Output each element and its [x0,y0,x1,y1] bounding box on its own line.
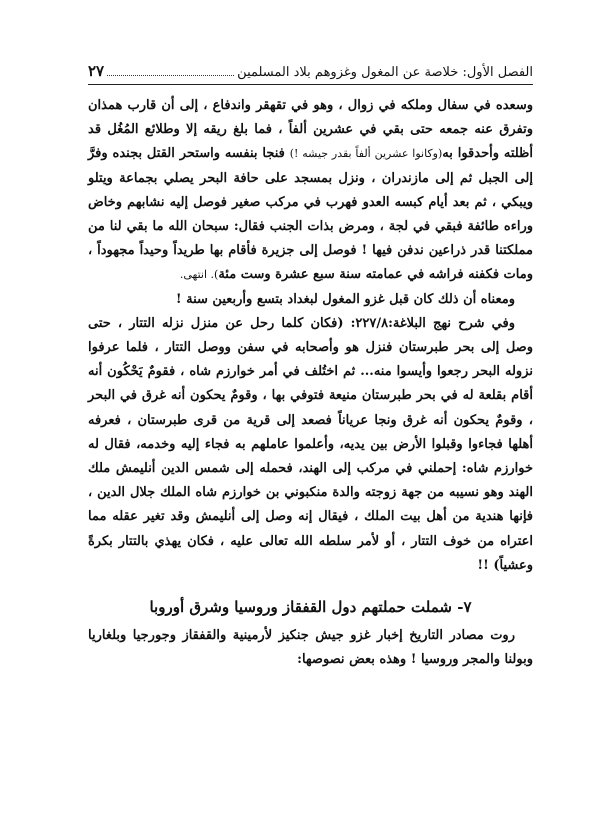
running-header [88,62,533,80]
paragraph-2: ومعناه أن ذلك كان قبل غزو المغول لبغداد بتسع وأربعين سنة ! [175,291,515,307]
header-rule [88,84,533,85]
paragraph-3: وفي شرح نهج البلاغة:٢٢٧/٨: (فكان كلما رحل عن منزل نزله التتار ، حتى وصل إلى بحر طبرستان فنزل هو وأصحابه في سفن ووصل التتار ، فلما عرفوا نزوله البحر رجعوا وأيسوا منه... ثم اختُلف في أمر خوارزم شاه ، فقومٌ يَحْكُون أنه أقام بقلعة له في بحر طبرستان منيعة فتوفي بها ، وقومٌ يحكون أنه غرق في البحر ، وقومٌ يحكون أنه غرق ونجا عرياناً فصعد إلى قرية من قرى طبرستان ، فعرفه أهلها فجاءوا وقبلوا الأرض بين يديه، وأعلموا عاملهم به فجاء إليه وخدمه، فقال له خوارزم شاه: إحملني في مركب إلى الهند، فحمله إلى شمس الدين أنليمش ملك الهند وهو نسيبه من جهة زوجته والدة منكبوني بن خوارزم شاه الملك جلال الدين ، فإنها هندية من أهل بيت الملك ، فيقال إنه وصل إلى أنليمش وقد تغير عقله مما اعتراه من خوف التتار ، أو لأمر سلطه الله تعالى عليه ، فكان يهذي بالتتار بكرةً وعشياً) !! [88,315,533,573]
page-number: ٢٧ [88,62,105,80]
running-title: الفصل الأول: خلاصة عن المغول وغزوهم بلاد المسلمين [237,65,533,80]
paragraph-1-text-a: وسعده في سفال وملكه في زوال ، وهو في تقهقر واندفاع ، إلى أن قارب همذان وتفرق عنه جمعه حتى بقي في عشرين ألفاً ، فما بلغ ريقه إلا وطلائع المُغُل قد أظلته وأحدقوا به [88,98,534,162]
section-paragraph: روت مصادر التاريخ إخبار غزو جيش جنكيز لأرمينية والقفقاز وجورجيا وبلغاريا وبولنا والمجر وروسيا ! وهذه بعض نصوصها: [88,628,533,668]
paragraph-1-inline-note: (وكانوا عشرين ألفاً بقدر جيشه !) [289,147,443,161]
paragraph-1-text-b: فنجا بنفسه واستحر القتل بجنده وفرَّ إلى الجبل ثم إلى مازندران ، ونزل بمسجد على حافة البحر يصلي بجماعة ويتلو ويبكي ، ثم بعد أيام كبسه العدو فهرب في مركب صغير فوصل إليه نشابهم وخاض وراءه طائفة فبقي في لجة ، ومرض بذات الجنب فقال: سبحان الله ما بقي لنا من مملكتنا قدر ذراعين ندفن فيها ! فوصل إلى جزيرة فأقام بها طريداً وحيداً مجهوداً ، ومات فكفنه فراشه في عمامته سنة سبع عشرة وست مئة [88,146,533,283]
page-body [88,94,533,672]
header-leader-dots [107,65,234,76]
paragraph-1 [88,94,533,288]
section-heading: ٧- شملت حملتهم دول القفقاز وروسيا وشرق أوروبا [149,598,472,617]
paragraph-1-end: ). انتهى. [179,268,219,282]
